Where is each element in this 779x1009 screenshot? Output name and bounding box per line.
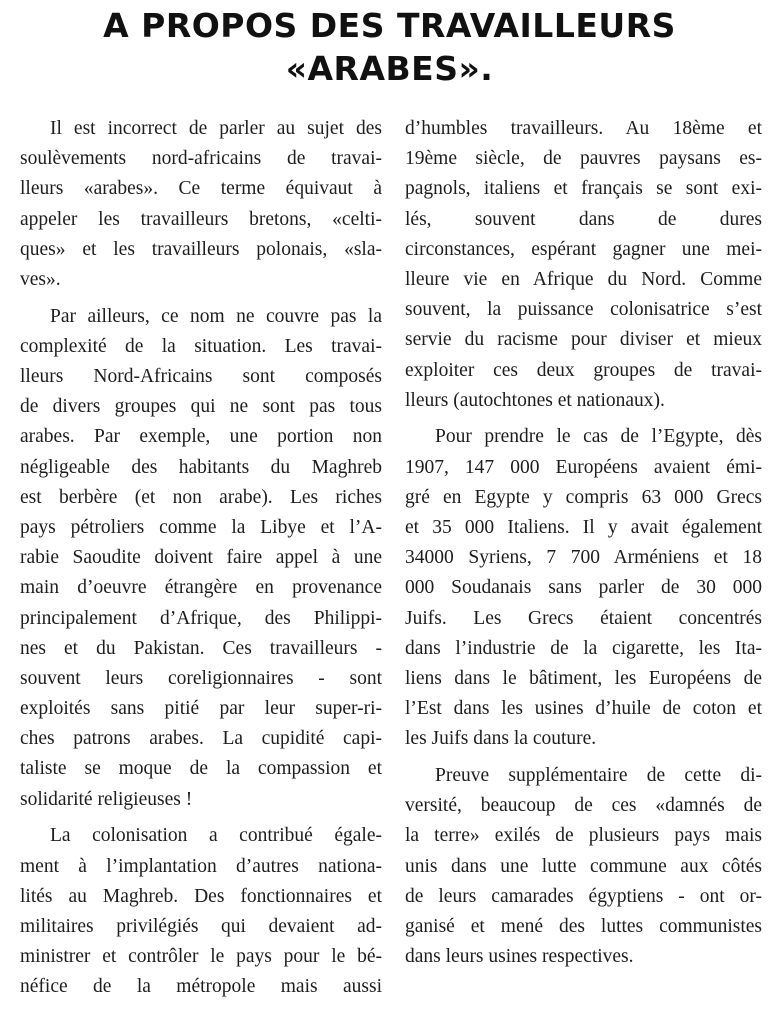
text-line: l’Est dans les usines d’huile de coton et [405, 698, 762, 720]
text-line: circonstances, espérant gagner une mei- [405, 238, 762, 260]
text-line: Par ailleurs, ce nom ne couvre pas la [50, 305, 382, 327]
text-line: de leurs camarades égyptiens - ont or- [405, 885, 762, 907]
text-line: gré en Egypte y compris 63 000 Grecs [405, 486, 762, 508]
text-line: pays pétroliers comme la Libye et l’A- [20, 516, 382, 538]
text-line: d’humbles travailleurs. Au 18ème et [405, 118, 762, 139]
article-title-line-1: A PROPOS DES TRAVAILLEURS [103, 6, 676, 45]
text-line: la terre» exilés de plusieurs pays mais [405, 825, 762, 847]
text-line: servie du racisme pour diviser et mieux [405, 329, 762, 351]
text-line: Preuve supplémentaire de cette di- [435, 764, 762, 786]
text-line: souvent leurs coreligionnaires - sont [20, 667, 382, 689]
article-title-line-2: «ARABES». [285, 49, 494, 88]
text-line: 000 Soudanais sans parler de 30 000 [405, 577, 762, 599]
text-line: lleurs «arabes». Ce terme équivaut à [20, 178, 382, 200]
text-line: Pour prendre le cas de l’Egypte, dès [435, 426, 762, 448]
paragraph [405, 422, 762, 754]
text-line: versité, beaucoup de ces «damnés de [405, 795, 762, 817]
text-line: Juifs. Les Grecs étaient concentrés [405, 607, 762, 629]
text-line: de divers groupes qui ne sont pas tous [20, 396, 382, 418]
paragraph [20, 114, 382, 295]
text-line: exploiter ces deux groupes de travai- [405, 359, 762, 381]
text-line: Il est incorrect de parler au sujet des [50, 118, 382, 139]
text-line: La colonisation a contribué égale- [50, 825, 382, 847]
text-line: dans leurs usines respectives. [405, 946, 634, 968]
text-line: 19ème siècle, de pauvres paysans es- [405, 148, 762, 170]
text-line: lleurs (autochtones et nationaux). [405, 389, 665, 411]
text-line: les Juifs dans la couture. [405, 728, 597, 750]
text-line: 1907, 147 000 Européens avaient émi- [405, 456, 762, 478]
text-line: ches patrons arabes. La cupidité capi- [20, 728, 382, 750]
text-line: pagnols, italiens et français se sont exi- [405, 178, 762, 200]
text-line: main d’oeuvre étrangère en provenance [20, 577, 382, 599]
paragraph [405, 761, 762, 972]
article-title [0, 4, 779, 90]
text-line: souvent, la puissance colonisatrice s’est [405, 299, 762, 321]
text-line: solidarité religieuses ! [20, 788, 193, 810]
text-line: lés, souvent dans de dures [405, 208, 762, 230]
text-line: taliste se moque de la compassion et [20, 758, 382, 780]
text-line: négligeable des habitants du Maghreb [20, 456, 382, 478]
text-line: liens dans le bâtiment, les Européens de [405, 667, 762, 689]
text-line: exploités sans pitié par leur super-ri- [20, 698, 382, 720]
paragraph [405, 114, 762, 416]
text-line: ment à l’implantation d’autres nationa- [20, 855, 382, 877]
text-line: lleurs Nord-Africains sont composés [20, 366, 382, 387]
text-line: 34000 Syriens, 7 700 Arméniens et 18 [405, 547, 762, 569]
text-line: arabes. Par exemple, une portion non [20, 426, 382, 448]
paragraph [20, 302, 382, 815]
text-line: unis dans une lutte commune aux côtés [405, 855, 762, 877]
text-line: et 35 000 Italiens. Il y avait également [405, 516, 762, 538]
text-line: appeler les travailleurs bretons, «celti- [20, 208, 382, 230]
text-line: ganisé et mené des luttes communistes [405, 915, 762, 937]
text-line: soulèvements nord-africains de travai- [20, 148, 382, 170]
text-line: dans l’industrie de la cigarette, les Ita- [405, 637, 762, 659]
text-line: ques» et les travailleurs polonais, «sla- [20, 238, 382, 260]
text-line: lités au Maghreb. Des fonctionnaires et [20, 885, 382, 907]
text-line: militaires privilégiés qui devaient ad- [20, 915, 382, 937]
paragraph [20, 821, 382, 1002]
right-column [405, 114, 762, 979]
left-column [20, 114, 382, 1009]
text-line: est berbère (et non arabe). Les riches [20, 486, 382, 508]
text-line: ministrer et contrôler le pays pour le bé- [20, 946, 382, 968]
text-line: néfice de la métropole mais aussi [20, 976, 382, 998]
text-line: principalement d’Afrique, des Philippi- [20, 607, 382, 629]
text-line: nes et du Pakistan. Ces travailleurs - [20, 637, 382, 659]
text-line: rabie Saoudite doivent faire appel à une [20, 547, 382, 569]
text-line: complexité de la situation. Les travai- [20, 335, 382, 357]
text-line: lleure vie en Afrique du Nord. Comme [405, 268, 762, 290]
text-line: ves». [20, 268, 61, 290]
